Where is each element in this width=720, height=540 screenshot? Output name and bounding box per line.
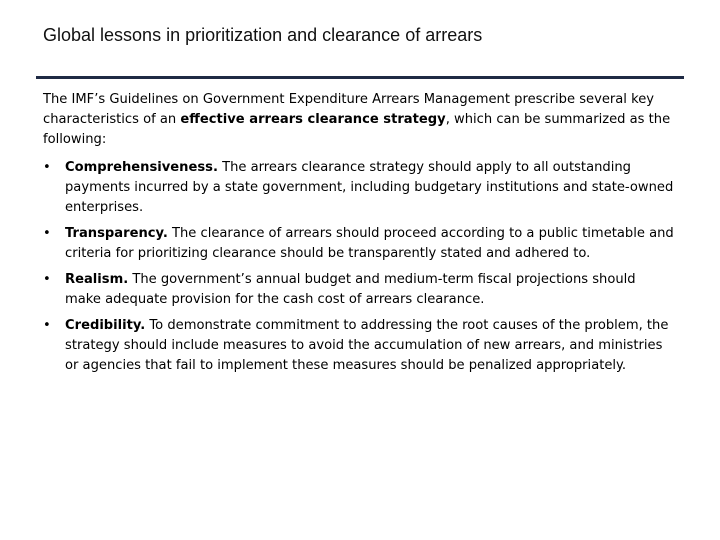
intro-paragraph [43,90,675,150]
bullet-title: Transparency. [65,226,168,241]
bullet-marker: • [43,272,51,287]
bullet-transparency [43,224,675,264]
bullet-realism [43,270,675,310]
intro-text-end: , which can be summarized as the following: [43,112,671,147]
bullet-comprehensiveness [43,158,675,218]
intro-text: The IMF’s Guidelines on Government Expenditure Arrears Management prescribe several key characteristics of an [43,92,655,127]
slide-title: Global lessons in prioritization and clearance of arrears [43,25,483,45]
slide-body [43,90,675,382]
intro-emphasis: effective arrears clearance strategy [180,112,446,127]
bullet-list [43,158,675,376]
bullet-marker: • [43,318,51,333]
bullet-title: Credibility. [65,318,146,333]
bullet-marker: • [43,160,51,175]
title-divider [36,76,684,79]
bullet-credibility [43,316,675,376]
bullet-text: To demonstrate commitment to addressing the root causes of the problem, the strategy should include measures to avoid the accumulation of new arrears, and ministries or agencies that fail to implement these measures should be penalized appropriately. [65,318,669,373]
bullet-title: Comprehensiveness. [65,160,218,175]
bullet-title: Realism. [65,272,129,287]
bullet-text: The arrears clearance strategy should apply to all outstanding payments incurred by a state government, including budgetary institutions and state-owned enterprises. [65,160,674,215]
bullet-marker: • [43,226,51,241]
bullet-text: The government’s annual budget and medium-term fiscal projections should make adequate provision for the cash cost of arrears clearance. [65,272,636,307]
bullet-text: The clearance of arrears should proceed according to a public timetable and criteria for prioritizing clearance should be transparently stated and adhered to. [65,226,674,261]
